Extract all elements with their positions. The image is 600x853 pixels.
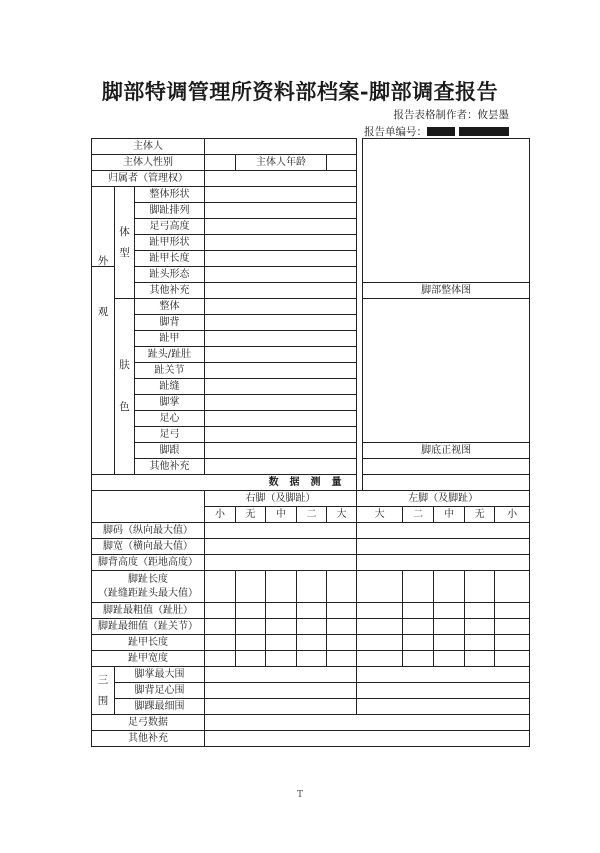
skin-item: 趾关节: [135, 363, 205, 379]
right-toe-header: 无: [236, 507, 266, 523]
skin-item: 趾缝: [135, 379, 205, 395]
three-char-2: 围: [97, 694, 109, 707]
skin-item-value[interactable]: [205, 299, 357, 315]
toe-cell[interactable]: [495, 619, 530, 635]
body-item: 脚趾排列: [135, 203, 205, 219]
skin-item: 脚背: [135, 315, 205, 331]
toe-cell[interactable]: [236, 619, 266, 635]
body-shape-label: [115, 187, 135, 299]
toe-cell[interactable]: [297, 603, 327, 619]
survey-table: [91, 138, 530, 747]
girth-item: 脚掌最大围: [115, 667, 205, 683]
toe-cell[interactable]: [495, 571, 530, 603]
redaction-block: [427, 127, 455, 136]
other-notes-label: 其他补充: [92, 731, 205, 747]
blank-cell: [363, 459, 530, 475]
right-toe-header: 大: [327, 507, 357, 523]
toe-cell[interactable]: [403, 619, 434, 635]
skin-item: 其他补充: [135, 459, 205, 475]
skin-item: 足心: [135, 411, 205, 427]
sole-image-box[interactable]: [363, 299, 530, 443]
toe-cell[interactable]: [266, 603, 297, 619]
body-item-value[interactable]: [205, 235, 357, 251]
arch-data-label: 足弓数据: [92, 715, 205, 731]
right-toe-header: 二: [297, 507, 327, 523]
body-item-value[interactable]: [205, 187, 357, 203]
skin-item-value[interactable]: [205, 331, 357, 347]
toe-cell[interactable]: [297, 571, 327, 603]
left-toe-header: 小: [495, 507, 530, 523]
toe-cell[interactable]: [495, 635, 530, 651]
skin-item-value[interactable]: [205, 411, 357, 427]
skin-item: 趾甲: [135, 331, 205, 347]
toe-cell[interactable]: [434, 635, 465, 651]
owner-label: 归属者（管理权）: [92, 171, 205, 187]
right-foot-value[interactable]: [205, 699, 357, 715]
skin-item-value[interactable]: [205, 395, 357, 411]
overall-image-caption: 脚部整体图: [363, 283, 530, 299]
right-foot-value[interactable]: [205, 539, 357, 555]
age-value[interactable]: [327, 155, 357, 171]
toe-cell[interactable]: [205, 619, 236, 635]
left-foot-label: 左脚（及脚趾）: [357, 491, 530, 507]
toe-cell[interactable]: [465, 635, 495, 651]
toe-cell[interactable]: [357, 651, 403, 667]
three-girth-label: [92, 667, 115, 715]
toe-cell[interactable]: [327, 619, 357, 635]
body-item: 趾头形态: [135, 267, 205, 283]
right-foot-value[interactable]: [205, 683, 357, 699]
toe-cell[interactable]: [266, 619, 297, 635]
skin-item-value[interactable]: [205, 363, 357, 379]
body-item-value[interactable]: [205, 267, 357, 283]
toe-cell[interactable]: [327, 603, 357, 619]
subject-value[interactable]: [205, 139, 357, 155]
skin-item-value[interactable]: [205, 443, 357, 459]
toe-cell[interactable]: [236, 635, 266, 651]
left-foot-value[interactable]: [357, 699, 530, 715]
toe-cell[interactable]: [205, 635, 236, 651]
right-foot-value[interactable]: [205, 555, 357, 571]
left-foot-value[interactable]: [357, 555, 530, 571]
measure-row-label: 脚码（纵向最大值）: [92, 523, 205, 539]
toe-cell[interactable]: [266, 571, 297, 603]
girth-item: 脚踝最细围: [115, 699, 205, 715]
toe-cell[interactable]: [495, 651, 530, 667]
body-item: 趾甲长度: [135, 251, 205, 267]
left-toe-header: 二: [403, 507, 434, 523]
gender-value[interactable]: [205, 155, 236, 171]
body-char-2: 型: [119, 246, 130, 259]
body-item-value[interactable]: [205, 219, 357, 235]
measure-row-label: 脚背高度（距地高度）: [92, 555, 205, 571]
appearance-char-1: 外: [92, 187, 115, 267]
toe-cell[interactable]: [297, 619, 327, 635]
right-foot-value[interactable]: [205, 667, 357, 683]
arch-data-value[interactable]: [205, 715, 530, 731]
author-line: 报告表格制作者：攸昙墨: [393, 109, 509, 121]
toe-cell[interactable]: [236, 603, 266, 619]
subject-label: 主体人: [92, 139, 205, 155]
toe-cell[interactable]: [205, 571, 236, 603]
toe-cell[interactable]: [434, 619, 465, 635]
toe-length-line-2: （趾缝距趾头最大值）: [98, 587, 198, 599]
gender-label: 主体人性别: [92, 155, 205, 171]
toe-cell[interactable]: [357, 603, 403, 619]
toe-cell[interactable]: [465, 603, 495, 619]
toe-cell[interactable]: [327, 571, 357, 603]
page-mark: T: [296, 790, 303, 800]
toe-cell[interactable]: [465, 619, 495, 635]
toe-cell[interactable]: [357, 571, 403, 603]
left-foot-value[interactable]: [357, 667, 530, 683]
report-title: 脚部特调管理所资料部档案-脚部调查报告: [101, 79, 499, 104]
overall-image-box[interactable]: [363, 139, 530, 283]
toe-cell[interactable]: [327, 635, 357, 651]
toe-cell[interactable]: [205, 603, 236, 619]
toe-cell[interactable]: [205, 651, 236, 667]
skin-item: 脚跟: [135, 443, 205, 459]
skin-color-label: [115, 299, 135, 475]
report-number-line: [364, 124, 509, 139]
owner-value[interactable]: [205, 171, 357, 187]
measure-section-title: 数据测量: [92, 475, 530, 491]
measure-row-label: 趾甲宽度: [92, 651, 205, 667]
measure-row-label: 脚趾最粗值（趾肚）: [92, 603, 205, 619]
skin-item: 足弓: [135, 427, 205, 443]
age-label: 主体人年龄: [236, 155, 327, 171]
toe-cell[interactable]: [465, 651, 495, 667]
body-item: 整体形状: [135, 187, 205, 203]
body-item: 趾甲形状: [135, 235, 205, 251]
skin-item-value[interactable]: [205, 379, 357, 395]
right-foot-label: 右脚（及脚趾）: [205, 491, 357, 507]
toe-length-line-1: 脚趾长度: [128, 573, 168, 585]
toe-cell[interactable]: [403, 603, 434, 619]
right-toe-header: 小: [205, 507, 236, 523]
skin-item-value[interactable]: [205, 315, 357, 331]
left-toe-header: 中: [434, 507, 465, 523]
toe-cell[interactable]: [357, 619, 403, 635]
right-foot-value[interactable]: [205, 523, 357, 539]
skin-char-2: 色: [119, 401, 130, 414]
measure-row-label: 脚趾最细值（趾关节）: [92, 619, 205, 635]
skin-item: 趾头/趾肚: [135, 347, 205, 363]
toe-cell[interactable]: [434, 651, 465, 667]
body-char-1: 体: [119, 225, 130, 238]
left-foot-value[interactable]: [357, 539, 530, 555]
three-char-1: 三: [97, 673, 109, 686]
skin-char-1: 肤: [119, 359, 130, 372]
toe-cell[interactable]: [266, 635, 297, 651]
body-item-value[interactable]: [205, 251, 357, 267]
skin-item: 脚掌: [135, 395, 205, 411]
body-item-value[interactable]: [205, 203, 357, 219]
body-item: 足弓高度: [135, 219, 205, 235]
toe-cell[interactable]: [236, 571, 266, 603]
toe-cell[interactable]: [403, 651, 434, 667]
left-toe-header: 无: [465, 507, 495, 523]
toe-length-label: [92, 571, 205, 603]
sole-image-caption: 脚底正视图: [363, 443, 530, 459]
appearance-char-2: 观: [92, 267, 115, 475]
left-toe-header: 大: [357, 507, 403, 523]
redaction-block: [459, 127, 509, 136]
skin-item-value[interactable]: [205, 459, 357, 475]
skin-item-value[interactable]: [205, 347, 357, 363]
body-item-value[interactable]: [205, 283, 357, 299]
measure-row-label: 趾甲长度: [92, 635, 205, 651]
toe-cell[interactable]: [236, 651, 266, 667]
toe-cell[interactable]: [297, 635, 327, 651]
body-item: 其他补充: [135, 283, 205, 299]
toe-cell[interactable]: [403, 571, 434, 603]
left-foot-value[interactable]: [357, 683, 530, 699]
toe-cell[interactable]: [327, 651, 357, 667]
toe-cell[interactable]: [465, 571, 495, 603]
toe-cell[interactable]: [266, 651, 297, 667]
left-foot-value[interactable]: [357, 523, 530, 539]
girth-item: 脚背足心围: [115, 683, 205, 699]
toe-cell[interactable]: [403, 635, 434, 651]
measure-row-label: 脚宽（横向最大值）: [92, 539, 205, 555]
skin-item-value[interactable]: [205, 427, 357, 443]
other-notes-value[interactable]: [205, 731, 530, 747]
blank-cell: [92, 491, 205, 523]
toe-cell[interactable]: [297, 651, 327, 667]
toe-cell[interactable]: [495, 603, 530, 619]
skin-item: 整体: [135, 299, 205, 315]
right-toe-header: 中: [266, 507, 297, 523]
report-number-label: 报告单编号：: [364, 126, 427, 138]
toe-cell[interactable]: [434, 571, 465, 603]
toe-cell[interactable]: [434, 603, 465, 619]
toe-cell[interactable]: [357, 635, 403, 651]
